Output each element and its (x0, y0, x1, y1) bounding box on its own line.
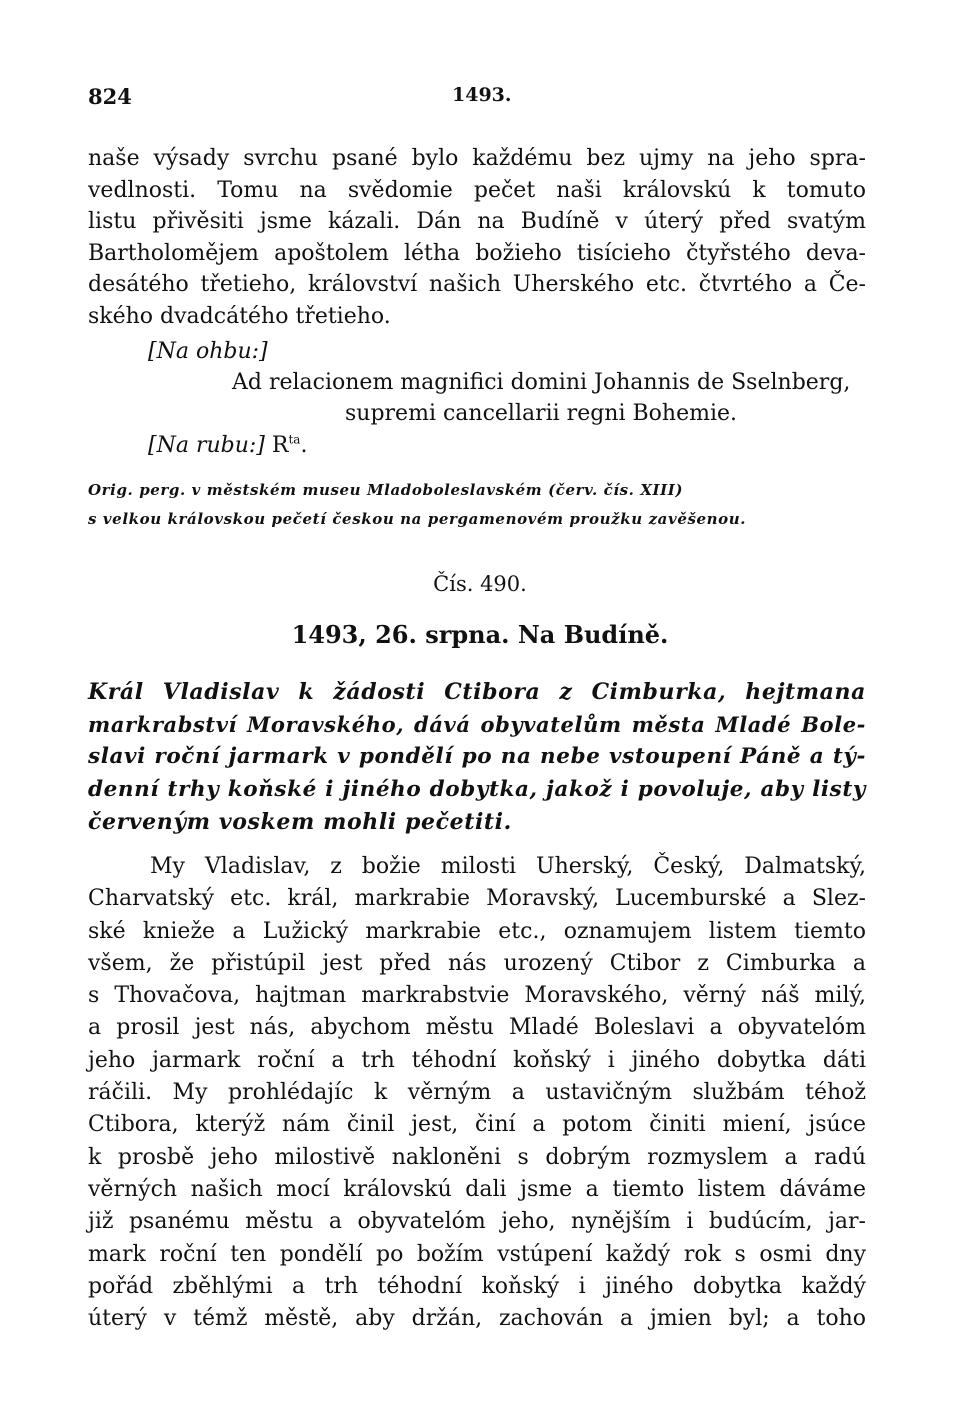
text-line: Bartholomějem apoštolem létha božieho tisícieho čtyřstého deva- (88, 240, 866, 266)
charter-line: k prosbě jeho milostivě nakloněni s dobrým rozmyslem a radú (88, 1144, 866, 1170)
charter-line: mark roční ten pondělí po božím vstúpení každý rok s osmi dny (88, 1241, 866, 1267)
text-line: listu přivěsiti jsme kázali. Dán na Budíně v úterý před svatým (88, 209, 866, 234)
summary-line: Král Vladislav k žádosti Ctibora z Cimburka, hejtmana (88, 679, 866, 705)
summary-line: slavi roční jarmark v pondělí po na nebe vstoupení Páně a tý- (88, 744, 866, 769)
reverse-label: [Na rubu:] (148, 433, 265, 458)
charter-line: ráčili. My prohlédajíc k věrným a ustavičným službám téhož (88, 1080, 866, 1106)
charter-line: Charvatský etc. král, markrabie Moravský, Lucemburské a Slez- (88, 886, 866, 912)
text-line: naše výsady svrchu psané bylo každému bez ujmy na jeho spra- (88, 146, 866, 171)
document-number: Čís. 490. (433, 572, 527, 596)
running-year: 1493. (452, 84, 512, 106)
continuation-text (88, 143, 866, 332)
source-note-line2: s velkou královskou pečetí českou na pergamenovém proužku zavěšenou. (88, 510, 747, 528)
text-line: vedlnosti. Tomu na svědomie pečet naši královskú k tomuto (88, 177, 866, 203)
charter-line: s Thovačova, hajtman markrabstvie Moravského, věrný náš milý, (88, 983, 866, 1009)
document-date: 1493, 26. srpna. Na Budíně. (291, 620, 669, 649)
charter-line: My Vladislav, z božie milosti Uherský, Český, Dalmatský, (150, 854, 866, 879)
reverse-superscript: ta (288, 432, 301, 447)
charter-line: a prosil jest nás, abychom městu Mladé Boleslavi a obyvatelóm (88, 1015, 866, 1041)
text-line: ského dvadcátého třetieho. (88, 303, 391, 329)
charter-line: pořád zběhlými a trh téhodní koňský i jiného dobytka každý (88, 1273, 866, 1299)
charter-line: věrných našich mocí královskú dali jsme a tiemto listem dáváme (88, 1176, 866, 1202)
document-summary (88, 676, 866, 839)
summary-line: markrabství Moravského, dává obyvatelům města Mladé Bole- (88, 711, 866, 737)
summary-line: červeným voskem mohli pečetiti. (88, 809, 512, 835)
page-number: 824 (88, 84, 132, 109)
fold-label-text: [Na ohbu:] (148, 339, 268, 364)
charter-line: již psanému městu a obyvatelóm jeho, nynějším i budúcím, jar- (88, 1209, 866, 1235)
fold-label (148, 336, 268, 367)
reverse-endorsement (148, 430, 307, 461)
charter-line: úterý v témž městě, aby držán, zachován a jmien byl; a toho (88, 1306, 866, 1332)
charter-line: Ctibora, kterýž nám činil jest, činí a potom činiti miení, jsúce (88, 1112, 866, 1138)
charter-line: ské knieže a Lužický markrabie etc., oznamujem listem tiemto (88, 918, 866, 944)
reverse-end: . (300, 433, 308, 458)
reverse-text: R (271, 433, 289, 458)
fold-text-line1: Ad relacionem magnifici domini Johannis de Sselnberg, (232, 370, 851, 395)
page-header (88, 84, 866, 114)
text-line: desátého třetieho, království našich Uherského etc. čtvrtého a Če- (88, 272, 866, 297)
charter-line: jeho jarmark roční a trh téhodní koňský i jiného dobytka dáti (88, 1047, 866, 1073)
source-note-line1: Orig. perg. v městském museu Mladoboleslavském (červ. čís. XIII) (88, 481, 684, 499)
source-note (88, 476, 866, 534)
charter-text (88, 851, 866, 1335)
summary-line: denní trhy koňské i jiného dobytka, jakož i povoluje, aby listy (88, 776, 866, 802)
charter-line: všem, že přistúpil jest před nás urozený Ctibor z Cimburka a (88, 950, 866, 976)
fold-text-line2: supremi cancellarii regni Bohemie. (345, 401, 738, 426)
